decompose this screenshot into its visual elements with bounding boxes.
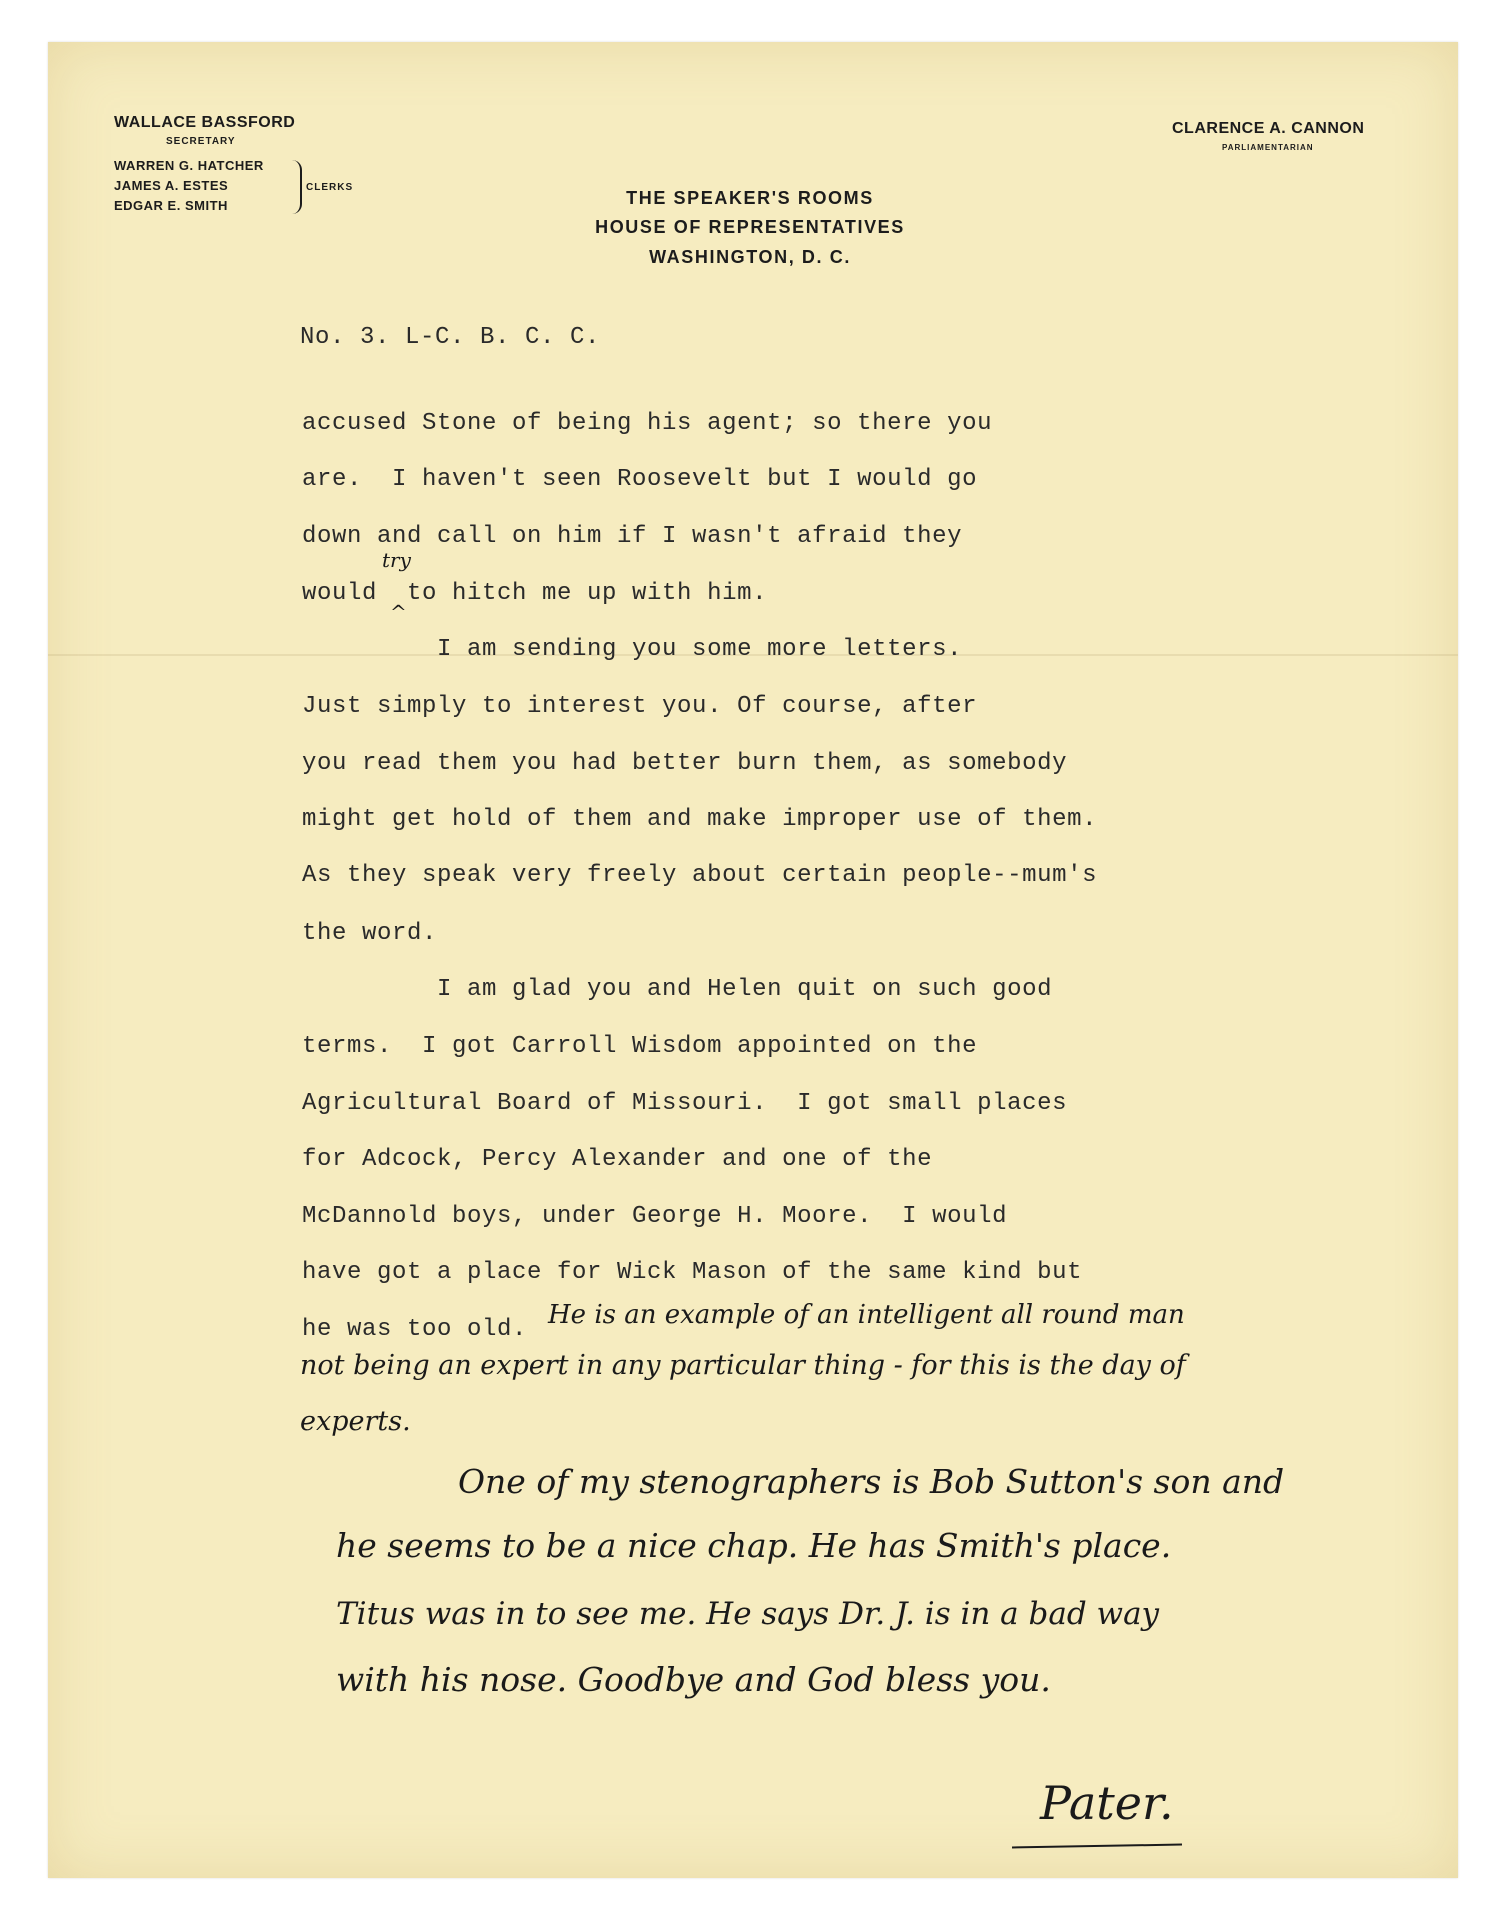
typed-line: Just simply to interest you. Of course, after: [302, 693, 978, 720]
handwritten-line: not being an expert in any particular thing - for this is the day of: [300, 1350, 1186, 1381]
handwritten-line: One of my stenographers is Bob Sutton's son and: [458, 1462, 1285, 1501]
handwritten-line: experts.: [300, 1406, 411, 1437]
typed-line: might get hold of them and make improper use of them.: [302, 806, 1098, 833]
clerk-name: WARREN G. HATCHER: [114, 158, 264, 173]
typed-line: down and call on him if I wasn't afraid they: [302, 523, 963, 550]
handwritten-line: He is an example of an intelligent all round man: [548, 1300, 1185, 1330]
clerk-name: JAMES A. ESTES: [114, 178, 229, 193]
typed-line: McDannold boys, under George H. Moore. I would: [302, 1203, 1008, 1230]
page-reference: No. 3. L-C. B. C. C.: [300, 324, 601, 351]
secretary-name: WALLACE BASSFORD: [114, 114, 296, 131]
clerks-brace: [290, 160, 302, 214]
typed-line: As they speak very freely about certain people--mum's: [302, 862, 1098, 889]
parliamentarian-name: CLARENCE A. CANNON: [1172, 120, 1365, 137]
typed-line: I am glad you and Helen quit on such good: [302, 976, 1053, 1003]
clerks-label: CLERKS: [306, 182, 354, 193]
typed-line: accused Stone of being his agent; so there you: [302, 410, 993, 437]
typed-line: have got a place for Wick Mason of the same kind but: [302, 1259, 1083, 1286]
typed-line: he was too old.: [302, 1316, 528, 1343]
typed-line: Agricultural Board of Missouri. I got small places: [302, 1090, 1068, 1117]
handwritten-line: he seems to be a nice chap. He has Smith's place.: [336, 1526, 1172, 1565]
handwritten-line: with his nose. Goodbye and God bless you.: [336, 1660, 1051, 1699]
handwritten-insertion: try: [382, 548, 411, 572]
handwritten-line: Titus was in to see me. He says Dr. J. is in a bad way: [336, 1596, 1160, 1632]
letterhead-line: WASHINGTON, D. C.: [649, 247, 851, 267]
signature: Pater.: [1040, 1776, 1174, 1830]
parliamentarian-title: PARLIAMENTARIAN: [1222, 143, 1314, 152]
typed-line: you read them you had better burn them, as somebody: [302, 750, 1068, 777]
typed-line: are. I haven't seen Roosevelt but I would go: [302, 466, 978, 493]
typed-line: I am sending you some more letters.: [302, 636, 963, 663]
typed-line: would to hitch me up with him.: [302, 580, 768, 607]
caret-mark: ^: [390, 600, 407, 624]
letterhead-line: HOUSE OF REPRESENTATIVES: [595, 217, 905, 237]
secretary-title: SECRETARY: [166, 136, 236, 147]
clerk-name: EDGAR E. SMITH: [114, 198, 228, 213]
typed-line: terms. I got Carroll Wisdom appointed on the: [302, 1033, 978, 1060]
typed-line: for Adcock, Percy Alexander and one of the: [302, 1146, 933, 1173]
typed-line: the word.: [302, 920, 438, 947]
letterhead-line: THE SPEAKER'S ROOMS: [626, 188, 874, 208]
